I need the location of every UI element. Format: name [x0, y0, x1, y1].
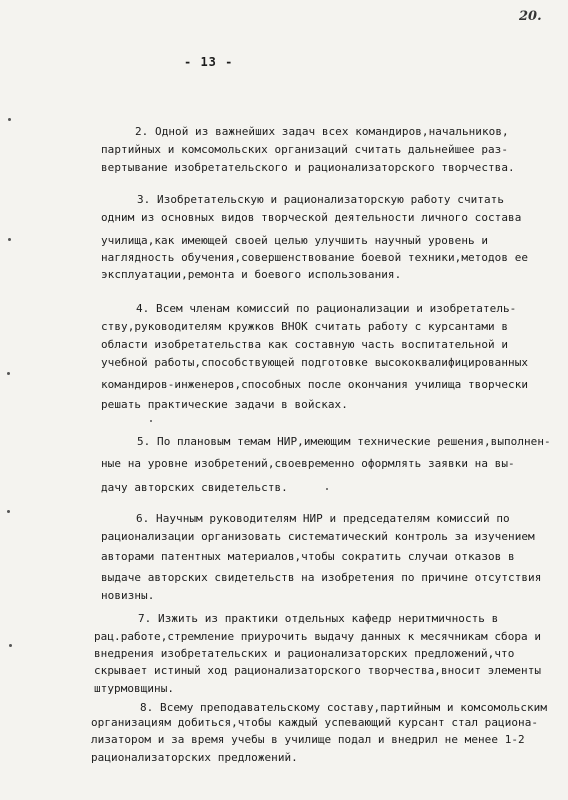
- text-line: рационализации организовать систематический контроль за изучением: [101, 530, 535, 543]
- text-line: 8. Всему преподавательскому составу,партийным и комсомольским: [140, 701, 548, 714]
- text-line: 5. По плановым темам НИР,имеющим технические решения,выполнен-: [137, 435, 551, 448]
- text-line: 2. Одной из важнейших задач всех командиров,начальников,: [135, 125, 509, 138]
- text-line: выдаче авторских свидетельств на изобретения по причине отсутствия: [101, 571, 542, 584]
- text-line: решать практические задачи в войсках.: [101, 398, 348, 411]
- margin-mark: [7, 510, 10, 513]
- text-line: организациям добиться,чтобы каждый успевающий курсант стал рациона-: [91, 716, 539, 729]
- text-line: вертывание изобретательского и рационализаторского творчества.: [101, 161, 515, 174]
- page-number: - 13 -: [184, 55, 234, 69]
- text-line: учебной работы,способствующей подготовке высококвалифицированных: [101, 356, 529, 369]
- text-line: новизны.: [101, 589, 155, 602]
- text-line: 4. Всем членам комиссий по рационализации и изобретатель-: [136, 302, 517, 315]
- handwritten-page-number: 20.: [519, 9, 542, 24]
- text-line: училища,как имеющей своей целью улучшить научный уровень и: [101, 234, 489, 247]
- text-line: 7. Изжить из практики отдельных кафедр неритмичность в: [138, 612, 499, 625]
- text-line: дачу авторских свидетельств.: [101, 481, 288, 494]
- text-line: лизатором и за время учебы в училище подал и внедрил не менее 1-2: [91, 733, 525, 746]
- text-line: авторами патентных материалов,чтобы сократить случаи отказов в: [101, 550, 515, 563]
- margin-mark: [326, 488, 328, 490]
- text-line: области изобретательства как составную часть воспитательной и: [101, 338, 509, 351]
- text-line: 3. Изобретательскую и рационализаторскую работу считать: [137, 193, 504, 206]
- text-line: рационализаторских предложений.: [91, 751, 298, 764]
- text-line: партийных и комсомольских организаций считать дальнейшее раз-: [101, 143, 509, 156]
- text-line: внедрения изобретательских и рационализаторских предложений,что: [94, 647, 515, 660]
- text-line: 6. Научным руководителям НИР и председателям комиссий по: [136, 512, 510, 525]
- text-line: наглядность обучения,совершенствование боевой техники,методов ее: [101, 251, 529, 264]
- margin-mark: [8, 118, 11, 121]
- margin-mark: [9, 644, 12, 647]
- text-line: эксплуатации,ремонта и боевого использования.: [101, 268, 402, 281]
- text-line: рац.работе,стремление приурочить выдачу данных к месячникам сбора и: [94, 630, 542, 643]
- text-line: штурмовщины.: [94, 682, 175, 695]
- margin-mark: [7, 372, 10, 375]
- text-line: ные на уровне изобретений,своевременно оформлять заявки на вы-: [101, 457, 515, 470]
- text-line: одним из основных видов творческой деятельности личного состава: [101, 211, 522, 224]
- margin-mark: [150, 420, 152, 422]
- text-line: скрывает истиный ход рационализаторского творчества,вносит элементы: [94, 664, 542, 677]
- margin-mark: [8, 238, 11, 241]
- text-line: ству,руководителям кружков ВНОК считать работу с курсантами в: [101, 320, 509, 333]
- text-line: командиров-инженеров,способных после окончания училища творчески: [101, 378, 529, 391]
